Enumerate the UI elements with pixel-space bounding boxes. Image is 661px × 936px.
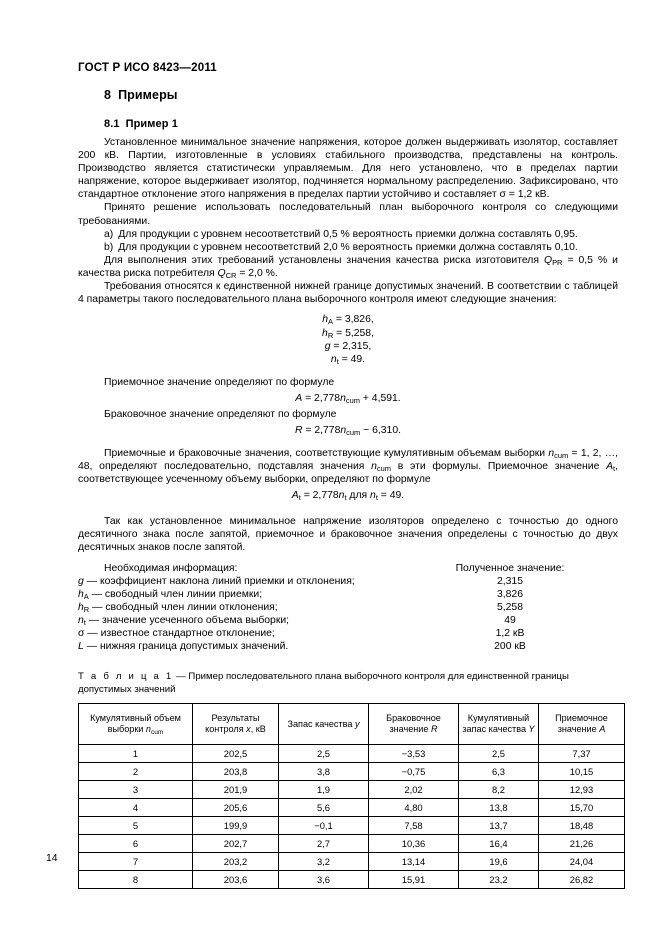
info-row-sigma-text: — известное стандартное отклонение; xyxy=(84,628,275,640)
subclause-heading xyxy=(104,118,618,130)
formula-acceptance-var: n xyxy=(340,392,346,404)
header-line1: Кумулятивный xyxy=(467,712,530,723)
table-row xyxy=(79,745,625,763)
table-header-row xyxy=(79,704,625,745)
table-caption xyxy=(78,670,618,696)
cell-test-result: 199,9 xyxy=(193,817,279,835)
running-head: ГОСТ Р ИСО 8423—2011 xyxy=(78,62,217,74)
paragraph-precision: Так как установленное минимальное напряжение изоляторов определено с точностью до одного десятичного знака после запятой, приемочное и браковочное значения определены с точностью до двух десятичных знаков после запятой. xyxy=(78,515,618,553)
formula-truncation-var-subscript: t xyxy=(344,493,347,503)
paragraph-decision: Принято решение использовать последовательный план выборочного контроля со следующими требованиями. xyxy=(78,202,618,227)
formula-rejection-rhs: − 6,310. xyxy=(360,425,401,437)
table-caption-key: Т а б л и ц а 1 xyxy=(78,671,174,683)
parameter-hA xyxy=(78,313,618,326)
sequential-part1: Приемочные и браковочные значения, соответствующие кумулятивным объемам выборки xyxy=(104,447,549,459)
info-row-nt-text: — значение усеченного объема выборки; xyxy=(85,615,290,627)
cell-cumulative-quality-margin: 2,5 xyxy=(459,745,539,763)
table-header-cumulative-sample xyxy=(79,704,193,745)
cell-acceptance-value: 10,15 xyxy=(539,763,625,781)
paragraph-requirements: Требования относятся к единственной нижней границе допустимых значений. В соответствии с таблицей 4 параметры такого последовательного плана выборочного контроля имеют следующие значения: xyxy=(78,281,618,306)
table-row xyxy=(79,781,625,799)
header-line2-pre: значение xyxy=(557,724,600,735)
cell-rejection-value: 4,80 xyxy=(369,799,459,817)
formula-truncation-eq: = 2,778 xyxy=(300,490,339,502)
cell-test-result: 202,5 xyxy=(193,745,279,763)
table-header-quality-margin xyxy=(279,704,369,745)
info-row-hA-label xyxy=(78,588,262,601)
page-number: 14 xyxy=(46,853,58,864)
cell-test-result: 203,8 xyxy=(193,763,279,781)
formula-rejection-var: n xyxy=(340,425,347,437)
cell-acceptance-value: 26,82 xyxy=(539,871,625,889)
cell-cumulative-quality-margin: 6,3 xyxy=(459,763,539,781)
table-caption-text: Пример последовательного плана выборочного контроля для единственной границы допустимых значений xyxy=(78,671,569,696)
table-header-cumulative-quality-margin xyxy=(459,704,539,745)
parameter-nt-symbol: n xyxy=(330,354,337,366)
cell-quality-margin: 3,2 xyxy=(279,853,369,871)
formula-acceptance xyxy=(78,392,618,405)
info-row-L-symbol: L xyxy=(78,641,84,653)
formula-acceptance-var-subscript: cum xyxy=(345,396,360,406)
formula-acceptance-eq: = 2,778 xyxy=(302,392,341,404)
list-item-a xyxy=(78,228,618,241)
qcr-subscript: CR xyxy=(225,271,237,281)
formula-rejection-var-subscript: cum xyxy=(346,428,361,438)
paragraph-acceptance-lead: Приемочное значение определяют по формуле xyxy=(104,376,335,388)
info-row-hR-value: 5,258 xyxy=(496,602,523,614)
qcr-symbol: Q xyxy=(217,267,226,279)
info-row-nt-symbol: n xyxy=(78,615,84,627)
list-item-b-text: Для продукции с уровнем несоответствий 2,0 % вероятность приемки должна составлять 0,10. xyxy=(118,241,578,253)
header-line2-var: R xyxy=(430,724,438,735)
info-row-hR-subscript: R xyxy=(83,605,90,615)
list-item-b-label: b) xyxy=(104,241,114,253)
info-row-nt-subscript: t xyxy=(83,618,86,628)
cell-cumulative-quality-margin: 8,2 xyxy=(459,781,539,799)
cell-quality-margin: −0,1 xyxy=(279,817,369,835)
header-line2-pre: значение xyxy=(389,724,431,735)
info-list-header-right: Полученное значение: xyxy=(455,562,565,574)
info-row-L-text: — нижняя граница допустимых значений. xyxy=(83,641,289,653)
info-row-hA-symbol: h xyxy=(78,589,84,600)
cell-rejection-value: 10,36 xyxy=(369,835,459,853)
cell-test-result: 202,7 xyxy=(193,835,279,853)
table-row xyxy=(79,853,625,871)
table-row xyxy=(79,763,625,781)
info-row-nt xyxy=(78,614,618,627)
cell-quality-margin: 2,7 xyxy=(279,835,369,853)
cell-rejection-value: −3,53 xyxy=(369,745,459,763)
header-line1: Браковочное xyxy=(386,712,441,723)
formula-truncation-var2-subscript: t xyxy=(375,493,378,503)
cell-rejection-value: 13,14 xyxy=(369,853,459,871)
info-row-nt-value: 49 xyxy=(504,615,516,627)
formula-rejection-eq: = 2,778 xyxy=(302,425,341,437)
qpr-symbol: Q xyxy=(543,254,553,266)
header-line2-pre: Запас качества xyxy=(287,718,355,729)
header-line2-var: A xyxy=(599,724,606,735)
parameter-g xyxy=(78,340,618,353)
list-item-a-text: Для продукции с уровнем несоответствий 0,5 % вероятность приемки должна составлять 0,95. xyxy=(118,228,578,240)
formula-acceptance-rhs: + 4,591. xyxy=(359,392,401,404)
parameter-hR xyxy=(78,327,618,340)
header-line1: Кумулятивный объем xyxy=(90,712,181,723)
cell-quality-margin: 3,8 xyxy=(279,763,369,781)
list-item-a-label: a) xyxy=(104,228,114,240)
info-row-sigma-label xyxy=(78,627,275,640)
paragraph-rejection-lead: Браковочное значение определяют по формуле xyxy=(104,409,337,421)
cell-rejection-value: 2,02 xyxy=(369,781,459,799)
summary-info-list xyxy=(78,562,618,654)
info-row-hR-label xyxy=(78,601,278,614)
cell-rejection-value: 7,58 xyxy=(369,817,459,835)
paragraph-intro: Установленное минимальное значение напряжения, которое должен выдерживать изолятор, составляет 200 кВ. Партии, изготовленные в условиях стабильного производства, представлены на контроль. Производство является статистически управляемым. Для него установлено, что в пределах партии напряжение, которое выдерживает изолятор, подчиняется нормальному распределению. Зафиксировано, что стандартное отклонение этого напряжения в пределах партии устойчиво и составляет σ = 1,2 кВ. xyxy=(78,137,618,201)
sequential-part3: в эти формулы. Приемочное значение xyxy=(391,460,607,472)
header-line2-pre: контроля xyxy=(205,724,247,735)
sequential-part2: = 1, 2, …, 48, определяют последовательно, подставляя значения xyxy=(78,447,618,472)
quality-levels-part1: Для выполнения этих требований установлены значения качества риска изготовителя xyxy=(104,254,544,266)
parameter-hR-symbol: h xyxy=(322,327,328,339)
cell-test-result: 205,6 xyxy=(193,799,279,817)
cell-test-result: 201,9 xyxy=(193,781,279,799)
sequential-ncum2-subscript: cum xyxy=(376,464,392,474)
list-item-b xyxy=(78,241,618,254)
info-row-g-symbol: g xyxy=(78,575,84,587)
cell-cumulative-sample: 4 xyxy=(79,799,193,817)
formula-truncation-rhs: = 49. xyxy=(377,490,405,502)
spacer xyxy=(78,506,618,515)
header-line2-pre: выборки xyxy=(107,724,146,735)
cell-quality-margin: 2,5 xyxy=(279,745,369,763)
formula-truncation-var2: n xyxy=(370,490,376,502)
info-list-header xyxy=(78,562,618,575)
sequential-ncum1-symbol: n xyxy=(548,447,555,459)
cell-cumulative-sample: 3 xyxy=(79,781,193,799)
info-row-hR-symbol: h xyxy=(78,602,84,614)
parameter-nt-subscript: t xyxy=(336,357,339,367)
info-row-sigma-value: 1,2 кВ xyxy=(495,628,525,640)
header-line2-var: x xyxy=(246,724,251,735)
cell-rejection-value: 15,91 xyxy=(369,871,459,889)
formula-truncation-lhs-subscript: t xyxy=(298,493,301,503)
parameter-nt-value: = 49. xyxy=(341,354,366,366)
clause-title: Примеры xyxy=(118,88,178,102)
formula-rejection-lhs: R xyxy=(295,425,303,437)
cell-cumulative-sample: 1 xyxy=(79,745,193,763)
cell-quality-margin: 5,6 xyxy=(279,799,369,817)
info-row-hA-text: — свободный член линии приемки; xyxy=(88,589,263,600)
info-row-nt-label xyxy=(78,614,289,627)
cell-acceptance-value: 18,48 xyxy=(539,817,625,835)
sequential-at-symbol: A xyxy=(606,460,614,472)
cell-acceptance-value: 12,93 xyxy=(539,781,625,799)
cell-cumulative-sample: 5 xyxy=(79,817,193,835)
parameter-nt xyxy=(78,353,618,366)
cell-cumulative-sample: 2 xyxy=(79,763,193,781)
formula-acceptance-lhs: A xyxy=(295,392,303,404)
cell-acceptance-value: 7,37 xyxy=(539,745,625,763)
table-row xyxy=(79,835,625,853)
info-row-g xyxy=(78,575,618,588)
info-row-L-label xyxy=(78,640,288,653)
info-row-sigma xyxy=(78,627,618,640)
table-caption-dash: — xyxy=(173,671,189,683)
info-row-hA-value: 3,826 xyxy=(496,589,523,600)
quality-levels-part2: = 0,5 % и качества риска потребителя xyxy=(78,254,618,279)
cell-test-result: 203,6 xyxy=(193,871,279,889)
sequential-ncum1-subscript: cum xyxy=(554,450,569,460)
info-row-hA-subscript: A xyxy=(83,592,89,602)
cell-cumulative-quality-margin: 16,4 xyxy=(459,835,539,853)
table-head xyxy=(79,704,625,745)
cell-cumulative-quality-margin: 19,6 xyxy=(459,853,539,871)
header-line2-var: n xyxy=(145,724,151,735)
info-row-hR xyxy=(78,601,618,614)
info-row-hR-text: — свободный член линии отклонения; xyxy=(89,602,278,614)
formula-truncation-mid: для xyxy=(346,490,371,502)
sequential-part4: , соответствующее усеченному объему выборки, определяют по формуле xyxy=(78,460,618,486)
info-row-L xyxy=(78,640,618,653)
cell-cumulative-quality-margin: 13,8 xyxy=(459,799,539,817)
info-row-g-text: — коэффициент наклона линий приемки и отклонения; xyxy=(83,575,355,587)
header-line2-post: , кВ xyxy=(250,724,266,735)
cell-acceptance-value: 21,26 xyxy=(539,835,625,853)
header-line1: Результаты xyxy=(211,712,260,723)
parameter-hR-value: = 5,258, xyxy=(336,327,374,339)
cell-cumulative-sample: 8 xyxy=(79,871,193,889)
qpr-subscript: PR xyxy=(552,257,563,267)
table-body xyxy=(79,745,625,889)
cell-acceptance-value: 15,70 xyxy=(539,799,625,817)
clause-number: 8 xyxy=(104,88,112,102)
cell-test-result: 203,2 xyxy=(193,853,279,871)
quality-levels-part3: = 2,0 %. xyxy=(236,267,278,279)
formula-truncation xyxy=(78,489,618,502)
plan-parameters-block xyxy=(78,313,618,367)
formula-truncation-var: n xyxy=(338,490,345,502)
parameter-hA-subscript: A xyxy=(328,317,334,327)
clause-heading xyxy=(104,88,618,102)
parameter-g-value: = 2,315, xyxy=(333,341,372,353)
formula-rejection xyxy=(78,424,618,437)
table-row xyxy=(79,799,625,817)
table-row xyxy=(79,871,625,889)
cell-rejection-value: −0,75 xyxy=(369,763,459,781)
sampling-plan-table xyxy=(78,703,625,889)
info-row-hA xyxy=(78,588,618,601)
table-header-test-result xyxy=(193,704,279,745)
formula-truncation-lhs: A xyxy=(291,490,299,502)
info-row-L-value: 200 кВ xyxy=(494,641,526,653)
parameter-g-symbol: g xyxy=(324,341,331,353)
header-line2-var: Y xyxy=(528,724,535,735)
info-row-g-value: 2,315 xyxy=(496,575,523,587)
parameter-hA-value: = 3,826, xyxy=(335,314,374,326)
header-line1: Приемочное xyxy=(555,712,608,723)
sequential-at-subscript: t xyxy=(613,464,616,474)
sequential-ncum2-symbol: n xyxy=(371,460,377,472)
header-line2-sub: cum xyxy=(150,729,164,737)
subclause-number: 8.1 xyxy=(104,118,120,130)
cell-cumulative-sample: 6 xyxy=(79,835,193,853)
table-header-acceptance-value xyxy=(539,704,625,745)
subclause-title: Пример 1 xyxy=(125,118,178,130)
paragraph-quality-levels xyxy=(78,254,618,280)
cell-cumulative-sample: 7 xyxy=(79,853,193,871)
info-list-header-left: Необходимая информация: xyxy=(104,562,238,574)
table-header-rejection-value xyxy=(369,704,459,745)
parameter-hA-symbol: h xyxy=(322,314,329,326)
parameter-hR-subscript: R xyxy=(327,330,334,340)
cell-quality-margin: 3,6 xyxy=(279,871,369,889)
table-row xyxy=(79,817,625,835)
info-row-g-label xyxy=(78,575,355,588)
header-line2-pre: запас качества xyxy=(462,724,529,735)
header-line2-var: y xyxy=(354,718,360,729)
cell-cumulative-quality-margin: 23,2 xyxy=(459,871,539,889)
cell-cumulative-quality-margin: 13,7 xyxy=(459,817,539,835)
cell-quality-margin: 1,9 xyxy=(279,781,369,799)
cell-acceptance-value: 24,04 xyxy=(539,853,625,871)
page-content xyxy=(78,88,618,889)
info-row-sigma-symbol: σ xyxy=(78,628,85,640)
paragraph-sequential xyxy=(78,447,618,486)
